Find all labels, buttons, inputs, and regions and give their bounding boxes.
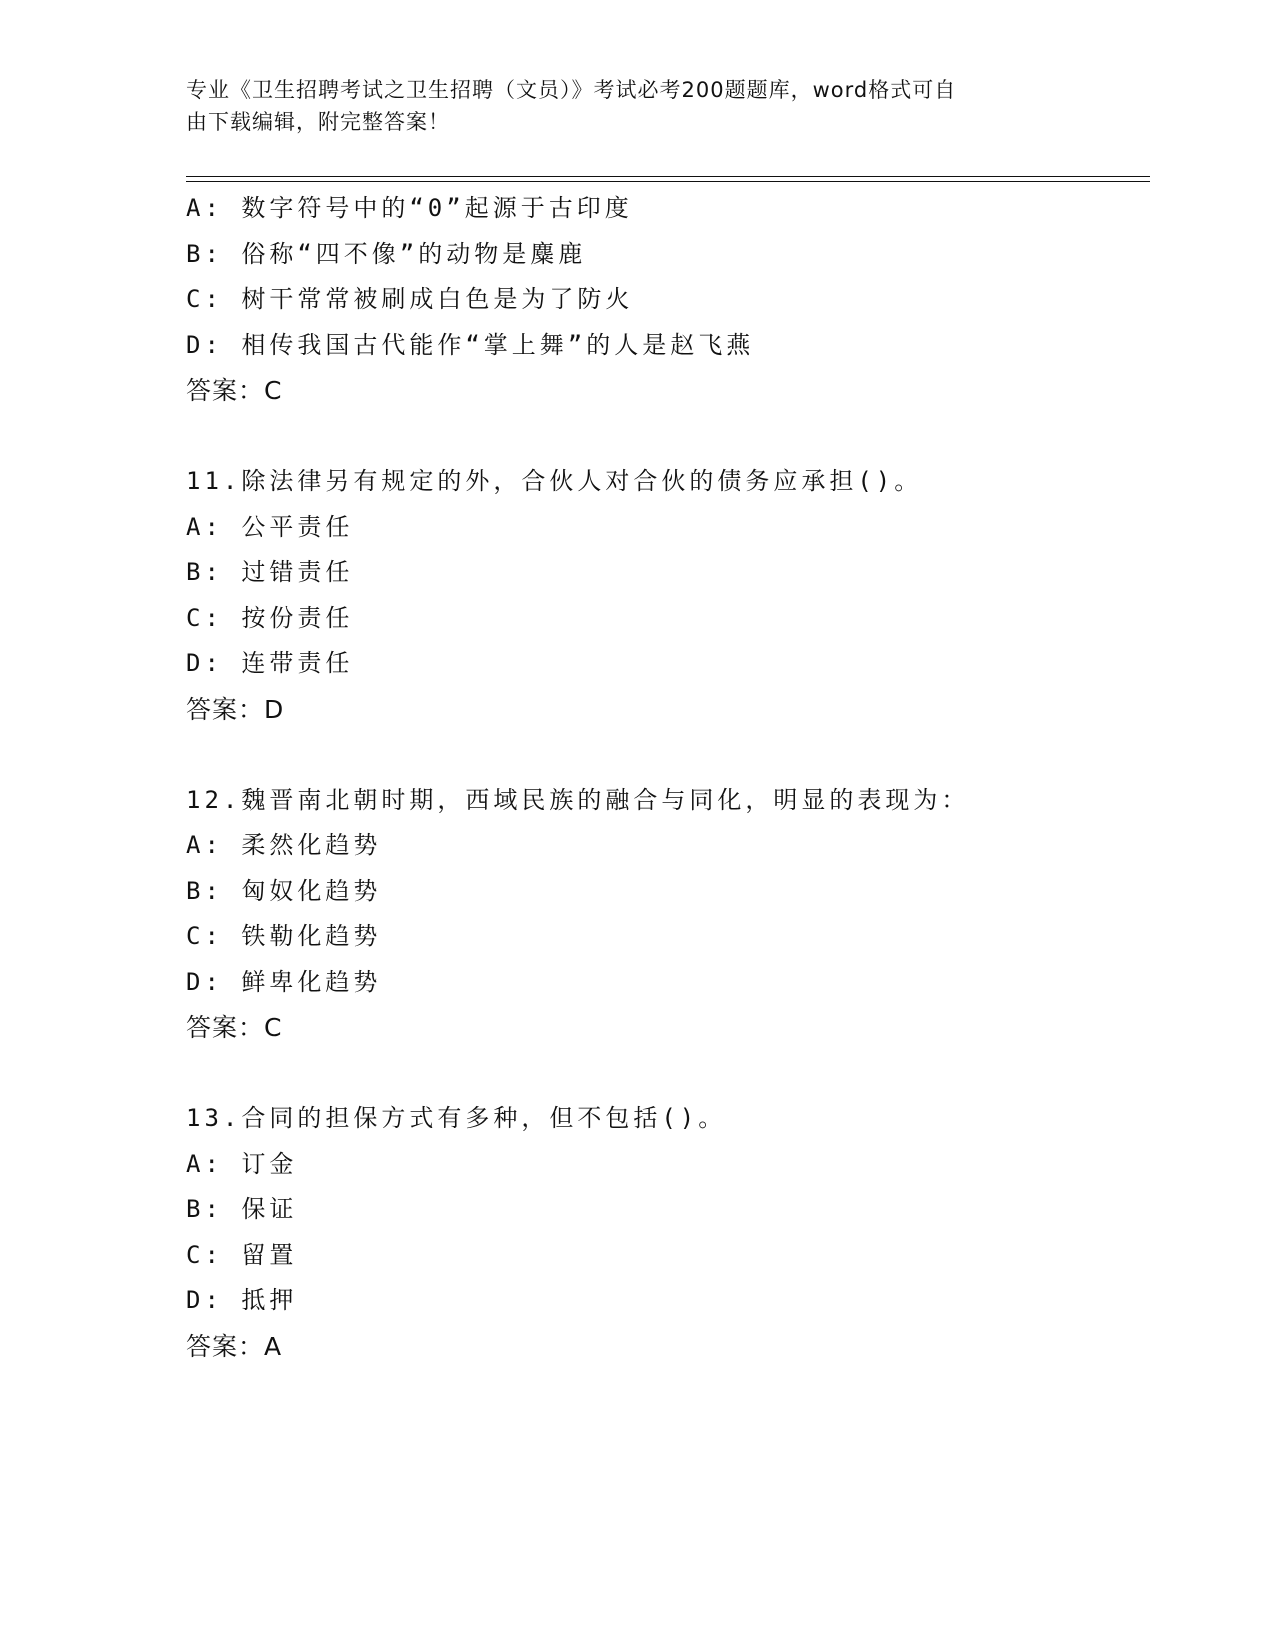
option-c: C: 树干常常被刷成白色是为了防火 xyxy=(186,285,634,313)
answer: 答案：C xyxy=(186,1013,283,1042)
question-stem: 11.除法律另有规定的外，合伙人对合伙的债务应承担()。 xyxy=(186,467,923,495)
answer: 答案：D xyxy=(186,694,285,724)
document-header xyxy=(186,74,1086,138)
option-b: B: 保证 xyxy=(186,1195,298,1223)
header-divider-bottom xyxy=(186,181,1150,182)
spacer xyxy=(186,1051,1150,1097)
spacer xyxy=(186,732,1150,778)
question-stem: 13.合同的担保方式有多种，但不包括()。 xyxy=(186,1104,727,1132)
option-d: D: 鲜卑化趋势 xyxy=(186,967,382,996)
option-c: C: 留置 xyxy=(186,1240,298,1269)
option-d: D: 相传我国古代能作“掌上舞”的人是赵飞燕 xyxy=(186,330,755,359)
option-d: D: 连带责任 xyxy=(186,649,354,677)
header-divider-top xyxy=(186,176,1150,177)
answer: 答案：C xyxy=(186,376,283,405)
option-b: B: 俗称“四不像”的动物是麋鹿 xyxy=(186,239,587,268)
spacer xyxy=(186,414,1150,460)
header-line-1: 专业《卫生招聘考试之卫生招聘（文员）》考试必考200题题库，word格式可自 xyxy=(186,78,957,102)
question-10 xyxy=(186,186,1150,414)
option-a: A: 订金 xyxy=(186,1149,298,1178)
option-c: C: 铁勒化趋势 xyxy=(186,922,382,950)
option-a: A: 柔然化趋势 xyxy=(186,831,382,859)
option-a: A: 数字符号中的“0”起源于古印度 xyxy=(186,194,633,222)
option-d: D: 抵押 xyxy=(186,1286,298,1314)
question-11 xyxy=(186,459,1150,732)
question-13 xyxy=(186,1096,1150,1369)
option-b: B: 匈奴化趋势 xyxy=(186,876,382,905)
option-c: C: 按份责任 xyxy=(186,603,354,632)
question-12 xyxy=(186,778,1150,1051)
header-line-2: 由下载编辑，附完整答案！ xyxy=(186,110,450,134)
answer: 答案：A xyxy=(186,1331,283,1361)
question-list xyxy=(186,186,1150,1369)
option-a: A: 公平责任 xyxy=(186,512,354,541)
question-stem: 12.魏晋南北朝时期，西域民族的融合与同化，明显的表现为： xyxy=(186,785,970,814)
option-b: B: 过错责任 xyxy=(186,558,354,586)
